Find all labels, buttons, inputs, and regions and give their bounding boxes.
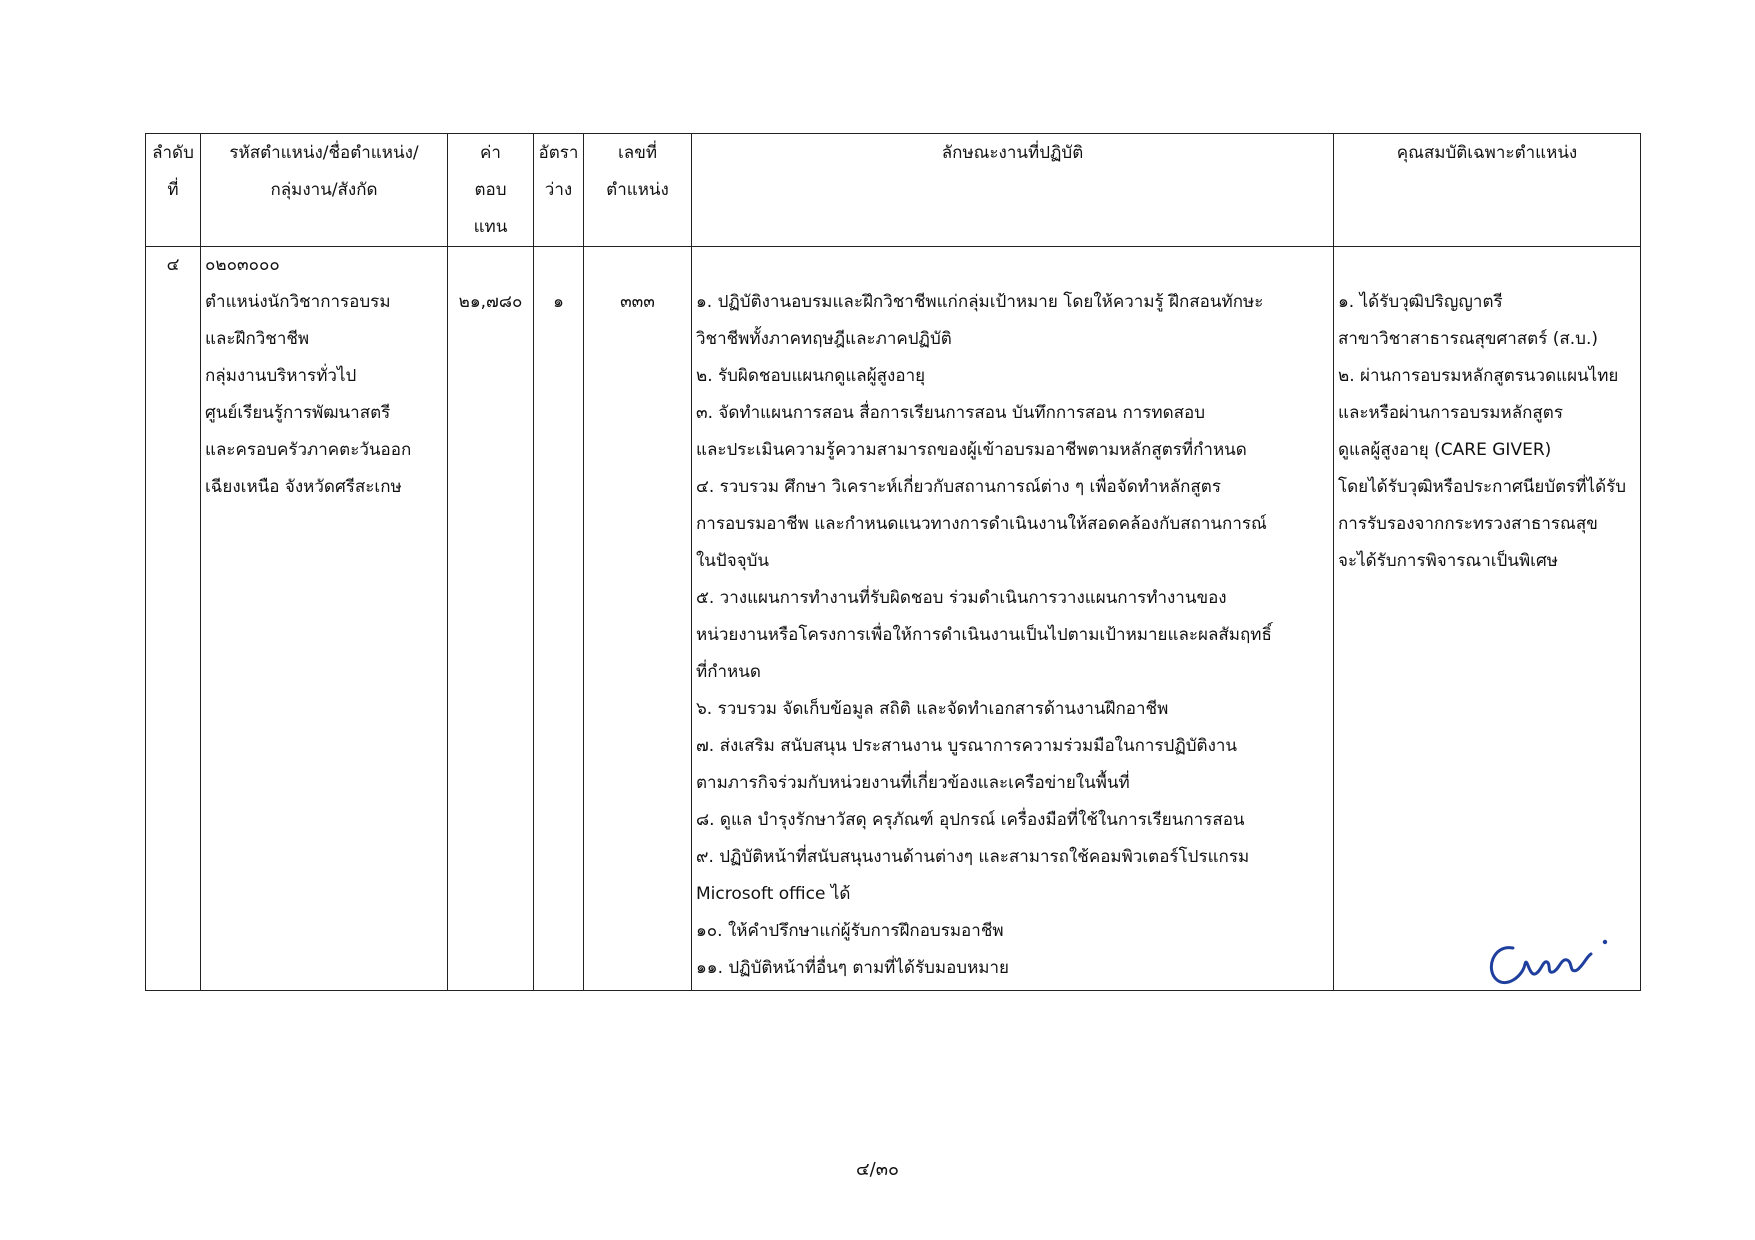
page-number: ๔/๓๐ [856,1159,899,1180]
header-position-no: เลขที่ ตำแหน่ง [584,134,692,247]
header-vacancy: อัตรา ว่าง [534,134,584,247]
handwritten-signature [1483,930,1613,990]
table-row [146,247,1641,991]
cell-duties: ๑. ปฏิบัติงานอบรมและฝึกวิชาชีพแก่กลุ่มเป้าหมาย โดยให้ความรู้ ฝึกสอนทักษะ วิชาชีพทั้งภาคทฤษฎีและภาคปฏิบัติ ๒. รับผิดชอบแผนกดูแลผู้สูงอายุ ๓. จัดทำแผนการสอน สื่อการเรียนการสอน บันทึกการสอน การทดสอบ และประเมินความรู้ความสามารถของผู้เข้าอบรมอาชีพตามหลักสูตรที่กำหนด ๔. รวบรวม ศึกษา วิเคราะห์เกี่ยวกับสถานการณ์ต่าง ๆ เพื่อจัดทำหลักสูตร การอบรมอาชีพ และกำหนดแนวทางการดำเนินงานให้สอดคล้องกับสถานการณ์ ในปัจจุบัน ๕. วางแผนการทำงานที่รับผิดชอบ ร่วมดำเนินการวางแผนการทำงานของ หน่วยงานหรือโครงการเพื่อให้การดำเนินงานเป็นไปตามเป้าหมายและผลสัมฤทธิ์ ที่กำหนด ๖. รวบรวม จัดเก็บข้อมูล สถิติ และจัดทำเอกสารด้านงานฝึกอาชีพ ๗. ส่งเสริม สนับสนุน ประสานงาน บูรณาการความร่วมมือในการปฏิบัติงาน ตามภารกิจร่วมกับหน่วยงานที่เกี่ยวข้องและเครือข่ายในพื้นที่ ๘. ดูแล บำรุงรักษาวัสดุ ครุภัณฑ์ อุปกรณ์ เครื่องมือที่ใช้ในการเรียนการสอน ๙. ปฏิบัติหน้าที่สนับสนุนงานด้านต่างๆ และสามารถใช้คอมพิวเตอร์โปรแกรม Microsoft office ได้ ๑๐. ให้คำปรึกษาแก่ผู้รับการฝึกอบรมอาชีพ ๑๑. ปฏิบัติหน้าที่อื่นๆ ตามที่ได้รับมอบหมาย [692,247,1334,991]
cell-position-no: ๓๓๓ [584,247,692,991]
cell-vacancy: ๑ [534,247,584,991]
cell-order: ๔ [146,247,201,991]
header-position: รหัสตำแหน่ง/ชื่อตำแหน่ง/ กลุ่มงาน/สังกัด [201,134,448,247]
header-order: ลำดับ ที่ [146,134,201,247]
table-header-row [146,134,1641,247]
header-qualifications: คุณสมบัติเฉพาะตำแหน่ง [1334,134,1641,247]
header-duties: ลักษณะงานที่ปฏิบัติ [692,134,1334,247]
cell-qualifications: ๑. ได้รับวุฒิปริญญาตรี สาขาวิชาสาธารณสุขศาสตร์ (ส.บ.) ๒. ผ่านการอบรมหลักสูตรนวดแผนไทย และหรือผ่านการอบรมหลักสูตร ดูแลผู้สูงอายุ (CARE GIVER) โดยได้รับวุฒิหรือประกาศนียบัตรที่ได้รับ การรับรองจากกระทรวงสาธารณสุข จะได้รับการพิจารณาเป็นพิเศษ [1334,247,1641,991]
cell-salary: ๒๑,๗๘๐ [448,247,534,991]
job-position-table [145,133,1641,991]
cell-position: ๐๒๐๓๐๐๐ ตำแหน่งนักวิชาการอบรม และฝึกวิชาชีพ กลุ่มงานบริหารทั่วไป ศูนย์เรียนรู้การพัฒนาสตรี และครอบครัวภาคตะวันออก เฉียงเหนือ จังหวัดศรีสะเกษ [201,247,448,991]
header-salary: ค่า ตอบ แทน [448,134,534,247]
